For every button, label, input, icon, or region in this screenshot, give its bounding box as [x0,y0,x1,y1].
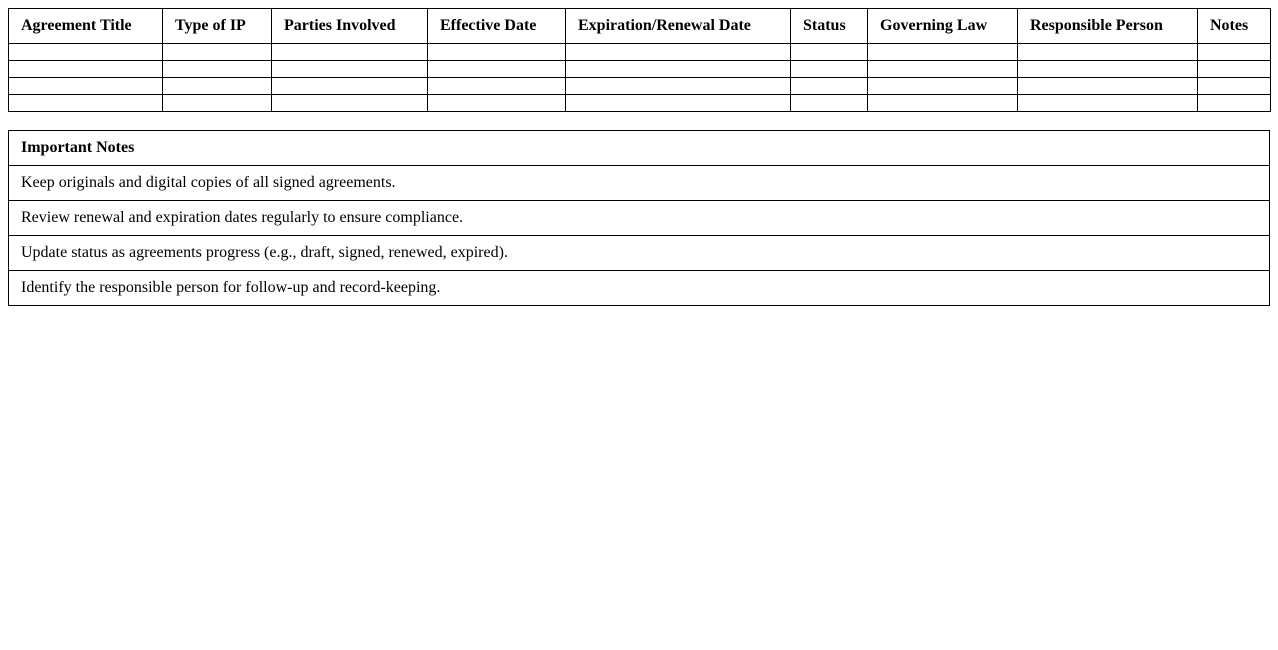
table-cell[interactable] [272,44,428,61]
column-header-agreement-title: Agreement Title [9,9,163,44]
table-cell[interactable] [9,78,163,95]
table-cell[interactable] [428,44,566,61]
table-row [9,61,1271,78]
table-cell[interactable] [566,44,791,61]
table-cell[interactable] [9,95,163,112]
table-cell[interactable] [428,95,566,112]
table-cell[interactable] [428,78,566,95]
column-header-responsible-person: Responsible Person [1018,9,1198,44]
note-row [9,201,1270,236]
table-cell[interactable] [868,95,1018,112]
notes-header-row [9,131,1270,166]
column-header-type-of-ip: Type of IP [163,9,272,44]
agreements-table [8,8,1271,112]
table-cell[interactable] [272,61,428,78]
table-cell[interactable] [791,44,868,61]
table-cell[interactable] [1198,61,1271,78]
table-cell[interactable] [1018,78,1198,95]
column-header-parties-involved: Parties Involved [272,9,428,44]
notes-title: Important Notes [9,131,1270,166]
column-header-notes: Notes [1198,9,1271,44]
note-item: Keep originals and digital copies of all signed agreements. [9,166,1270,201]
table-header-row [9,9,1271,44]
table-cell[interactable] [9,44,163,61]
note-row [9,271,1270,306]
table-row [9,44,1271,61]
table-cell[interactable] [868,78,1018,95]
table-cell[interactable] [566,61,791,78]
note-item: Review renewal and expiration dates regularly to ensure compliance. [9,201,1270,236]
table-cell[interactable] [1198,78,1271,95]
table-cell[interactable] [9,61,163,78]
table-cell[interactable] [868,44,1018,61]
table-cell[interactable] [1018,44,1198,61]
note-row [9,236,1270,271]
table-cell[interactable] [1198,95,1271,112]
column-header-effective-date: Effective Date [428,9,566,44]
column-header-expiration-renewal-date: Expiration/Renewal Date [566,9,791,44]
table-cell[interactable] [163,95,272,112]
table-cell[interactable] [1018,61,1198,78]
note-item: Identify the responsible person for follow-up and record-keeping. [9,271,1270,306]
table-cell[interactable] [163,44,272,61]
table-cell[interactable] [1018,95,1198,112]
table-cell[interactable] [272,78,428,95]
table-cell[interactable] [791,95,868,112]
table-cell[interactable] [272,95,428,112]
note-row [9,166,1270,201]
table-cell[interactable] [163,61,272,78]
important-notes-table [8,130,1270,306]
table-cell[interactable] [428,61,566,78]
table-row [9,78,1271,95]
table-cell[interactable] [868,61,1018,78]
table-cell[interactable] [566,78,791,95]
column-header-status: Status [791,9,868,44]
table-cell[interactable] [791,78,868,95]
table-row [9,95,1271,112]
table-cell[interactable] [163,78,272,95]
table-cell[interactable] [566,95,791,112]
table-cell[interactable] [1198,44,1271,61]
table-cell[interactable] [791,61,868,78]
note-item: Update status as agreements progress (e.g., draft, signed, renewed, expired). [9,236,1270,271]
column-header-governing-law: Governing Law [868,9,1018,44]
